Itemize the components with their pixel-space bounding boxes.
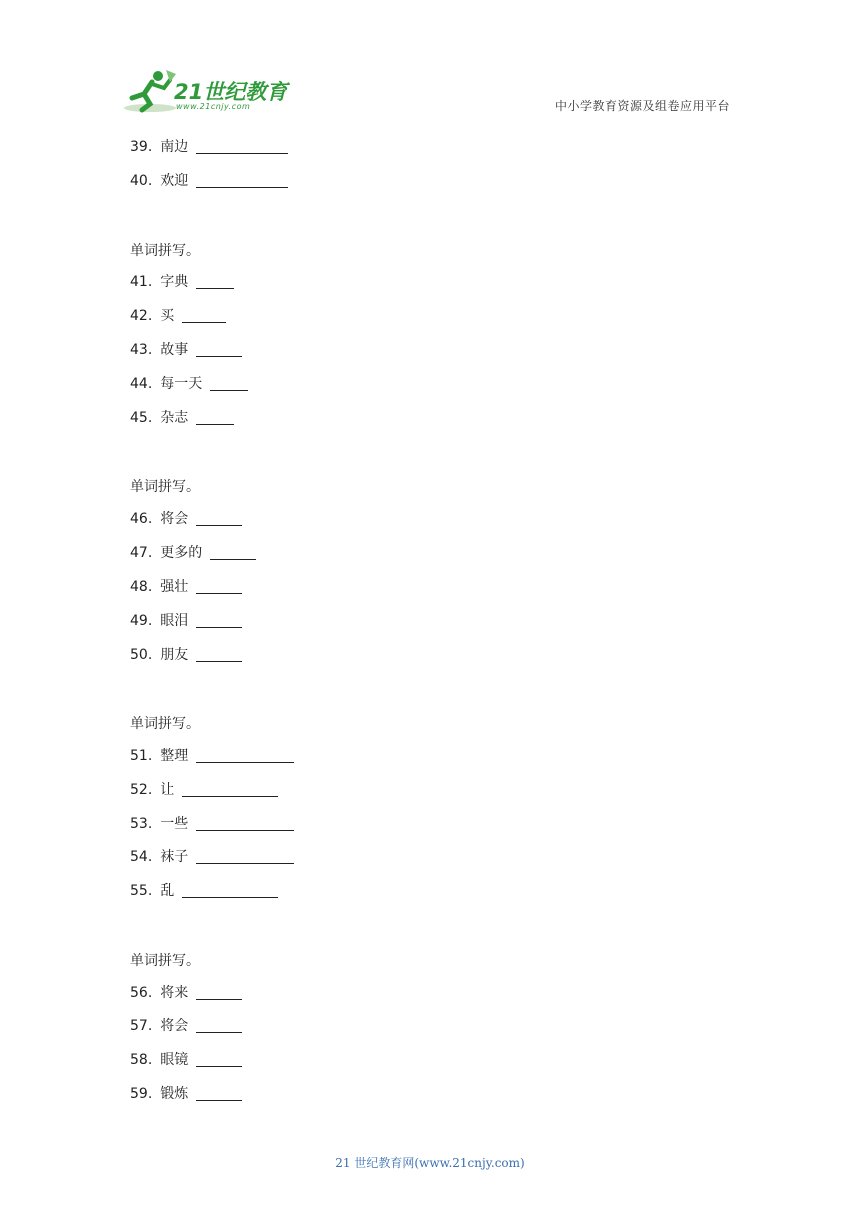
- list-item: [130, 341, 242, 359]
- item-word: 整理: [160, 748, 189, 764]
- item-word: 袜子: [160, 849, 189, 865]
- item-number: 43.: [130, 342, 153, 358]
- list-item: [130, 172, 288, 190]
- list-item: [130, 612, 242, 630]
- answer-blank[interactable]: [182, 782, 278, 797]
- item-number: 49.: [130, 613, 153, 629]
- item-number: 56.: [130, 985, 153, 1001]
- list-item: [130, 882, 278, 900]
- logo: [122, 68, 292, 116]
- answer-blank[interactable]: [196, 139, 288, 154]
- item-word: 乱: [160, 883, 175, 899]
- item-word: 让: [160, 782, 175, 798]
- answer-blank[interactable]: [196, 816, 294, 831]
- list-item: [130, 1017, 242, 1035]
- item-number: 50.: [130, 647, 153, 663]
- item-number: 42.: [130, 308, 153, 324]
- list-item: [130, 848, 294, 866]
- item-word: 眼镜: [160, 1052, 189, 1068]
- answer-blank[interactable]: [196, 1018, 242, 1033]
- logo-url: www.21cnjy.com: [176, 102, 251, 111]
- item-word: 锻炼: [160, 1086, 189, 1102]
- answer-blank[interactable]: [196, 579, 242, 594]
- logo-text: 21世纪教育: [174, 80, 288, 104]
- answer-blank[interactable]: [210, 545, 256, 560]
- item-word: 眼泪: [160, 613, 189, 629]
- answer-blank[interactable]: [182, 883, 278, 898]
- list-item: [130, 646, 242, 664]
- item-number: 44.: [130, 376, 153, 392]
- answer-blank[interactable]: [196, 342, 242, 357]
- item-word: 买: [160, 308, 175, 324]
- item-word: 更多的: [160, 545, 203, 561]
- item-number: 47.: [130, 545, 153, 561]
- section-title: 单词拼写。: [130, 479, 200, 495]
- answer-blank[interactable]: [196, 173, 288, 188]
- item-number: 40.: [130, 173, 153, 189]
- list-item: [130, 138, 288, 156]
- answer-blank[interactable]: [196, 647, 242, 662]
- answer-blank[interactable]: [210, 376, 248, 391]
- answer-blank[interactable]: [196, 511, 242, 526]
- item-word: 朋友: [160, 647, 189, 663]
- item-word: 将来: [160, 985, 189, 1001]
- section-title: 单词拼写。: [130, 243, 200, 259]
- item-number: 41.: [130, 274, 153, 290]
- list-item: [130, 510, 242, 528]
- answer-blank[interactable]: [196, 1052, 242, 1067]
- item-number: 52.: [130, 782, 153, 798]
- item-word: 每一天: [160, 376, 203, 392]
- answer-blank[interactable]: [196, 1086, 242, 1101]
- item-number: 59.: [130, 1086, 153, 1102]
- list-item: [130, 984, 242, 1002]
- list-item: [130, 375, 248, 393]
- runner-logo-icon: [122, 68, 178, 116]
- list-item: [130, 273, 234, 291]
- list-item: [130, 307, 226, 325]
- item-word: 杂志: [160, 410, 189, 426]
- section-title: 单词拼写。: [130, 716, 200, 732]
- answer-blank[interactable]: [196, 613, 242, 628]
- list-item: [130, 544, 256, 562]
- page-footer[interactable]: 21 世纪教育网(www.21cnjy.com): [335, 1156, 525, 1170]
- answer-blank[interactable]: [196, 849, 294, 864]
- item-number: 48.: [130, 579, 153, 595]
- list-item: [130, 781, 278, 799]
- item-number: 53.: [130, 816, 153, 832]
- item-word: 南边: [160, 139, 189, 155]
- item-number: 54.: [130, 849, 153, 865]
- answer-blank[interactable]: [196, 410, 234, 425]
- item-number: 57.: [130, 1018, 153, 1034]
- answer-blank[interactable]: [196, 748, 294, 763]
- item-word: 将会: [160, 511, 189, 527]
- item-number: 46.: [130, 511, 153, 527]
- item-number: 58.: [130, 1052, 153, 1068]
- item-word: 字典: [160, 274, 189, 290]
- answer-blank[interactable]: [182, 308, 226, 323]
- section-title: 单词拼写。: [130, 953, 200, 969]
- list-item: [130, 409, 234, 427]
- item-word: 强壮: [160, 579, 189, 595]
- item-number: 55.: [130, 883, 153, 899]
- list-item: [130, 747, 294, 765]
- item-word: 欢迎: [160, 173, 189, 189]
- page-header: [0, 0, 860, 130]
- list-item: [130, 815, 294, 833]
- answer-blank[interactable]: [196, 985, 242, 1000]
- list-item: [130, 578, 242, 596]
- item-number: 45.: [130, 410, 153, 426]
- platform-title: 中小学教育资源及组卷应用平台: [554, 99, 730, 113]
- item-word: 将会: [160, 1018, 189, 1034]
- list-item: [130, 1051, 242, 1069]
- item-word: 一些: [160, 816, 189, 832]
- item-number: 51.: [130, 748, 153, 764]
- list-item: [130, 1085, 242, 1103]
- item-number: 39.: [130, 139, 153, 155]
- item-word: 故事: [160, 342, 189, 358]
- answer-blank[interactable]: [196, 274, 234, 289]
